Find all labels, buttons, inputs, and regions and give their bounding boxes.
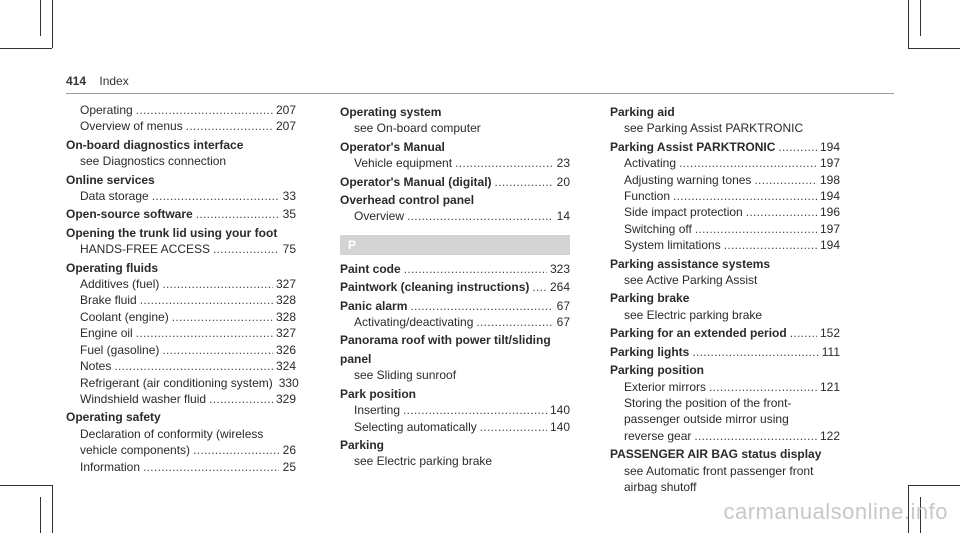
index-entry (610, 290, 840, 306)
entry-text: Side impact protection (624, 205, 743, 220)
entry-text: see Sliding sunroof (354, 368, 457, 383)
index-column-3 (610, 102, 840, 495)
entry-text: see Diagnostics connection (80, 154, 227, 169)
page-title: Index (99, 74, 129, 88)
index-entry (340, 192, 570, 208)
index-subentry[interactable] (610, 204, 840, 220)
page-reference[interactable]: 67 (556, 298, 570, 313)
index-column-2 (340, 102, 570, 470)
dot-leader (679, 155, 817, 171)
entry-text: Data storage (80, 189, 149, 204)
entry-text: Parking (340, 437, 385, 452)
index-subentry (610, 463, 840, 479)
page-reference[interactable]: 330 (278, 375, 299, 390)
dot-leader (532, 279, 547, 295)
page-reference[interactable]: 207 (275, 119, 296, 134)
entry-text: Storing the position of the front- (624, 395, 792, 410)
section-letter-bar: P (340, 235, 570, 255)
index-subentry[interactable] (66, 118, 296, 134)
dot-leader (455, 155, 553, 171)
page-reference[interactable]: 198 (819, 172, 840, 187)
dot-leader (694, 428, 817, 444)
entry-text: Parking aid (610, 105, 675, 119)
index-entry (340, 104, 570, 120)
page-number: 414 (66, 74, 87, 88)
page-reference[interactable]: 327 (275, 277, 296, 292)
dot-leader (673, 188, 817, 204)
entry-text: Brake fluid (80, 293, 137, 308)
dot-leader (778, 139, 817, 155)
index-subentry[interactable] (610, 237, 840, 253)
dot-leader (404, 261, 547, 277)
entry-text: Activating/deactivating (354, 315, 474, 330)
entry-text: Function (624, 189, 671, 204)
index-entry[interactable] (340, 261, 570, 277)
index-subentry (340, 453, 570, 469)
page-reference[interactable]: 67 (556, 315, 570, 330)
index-subentry[interactable] (66, 309, 296, 325)
entry-text: Vehicle equipment (354, 156, 453, 171)
index-subentry (66, 426, 296, 442)
entry-text: Refrigerant (air conditioning system) (80, 375, 273, 390)
entry-text: Panorama roof with power tilt/sliding (340, 333, 551, 348)
entry-text: Overview (354, 209, 405, 224)
entry-text: HANDS-FREE ACCESS (80, 242, 211, 257)
entry-text: Declaration of conformity (wireless (80, 426, 264, 441)
entry-text: Inserting (354, 403, 401, 418)
index-subentry[interactable] (340, 314, 570, 330)
dot-leader (186, 118, 273, 134)
index-entry (340, 139, 570, 155)
dot-leader (724, 237, 817, 253)
crop-mark (52, 485, 53, 533)
crop-mark (908, 485, 960, 486)
index-subentry[interactable] (66, 188, 296, 204)
entry-text: Parking for an extended period (610, 326, 787, 341)
page-reference[interactable]: 324 (275, 359, 296, 374)
index-subentry (66, 153, 296, 169)
entry-text: Operating fluids (66, 260, 159, 275)
index-entry (610, 446, 840, 462)
entry-text: Online services (66, 172, 155, 187)
entry-text: Parking lights (610, 344, 690, 359)
index-entry[interactable] (340, 174, 570, 190)
crop-mark (0, 48, 52, 49)
entry-text: System limitations (624, 238, 721, 253)
entry-text: Panic alarm (340, 298, 408, 313)
crop-mark (40, 497, 41, 533)
page-header (66, 74, 129, 88)
page-reference[interactable]: 111 (821, 344, 840, 359)
page-reference[interactable]: 197 (819, 156, 840, 171)
page-reference[interactable]: 328 (275, 309, 296, 324)
dot-leader (162, 276, 273, 292)
index-subentry[interactable] (66, 459, 296, 475)
entry-text: passenger outside mirror using (624, 412, 789, 427)
entry-text: Information (80, 459, 141, 474)
index-entry[interactable] (340, 279, 570, 295)
dot-leader (754, 172, 817, 188)
page-reference[interactable]: 25 (282, 459, 296, 474)
entry-text: airbag shutoff (624, 479, 697, 494)
index-entry[interactable] (610, 344, 840, 360)
entry-text: Paintwork (cleaning instructions) (340, 280, 530, 295)
entry-text: Opening the trunk lid using your foot (66, 225, 278, 240)
entry-text: Fuel (gasoline) (80, 342, 160, 357)
crop-mark (908, 48, 960, 49)
index-entry (66, 409, 296, 425)
entry-text: PASSENGER AIR BAG status display (610, 447, 822, 462)
dot-leader (476, 314, 553, 330)
index-subentry[interactable] (610, 379, 840, 395)
index-entry (610, 362, 840, 378)
page-reference[interactable]: 194 (819, 189, 840, 204)
index-subentry[interactable] (66, 102, 296, 118)
page-reference[interactable]: 75 (282, 242, 296, 257)
dot-leader (403, 402, 547, 418)
index-entry (610, 104, 840, 120)
entry-text: vehicle components) (80, 443, 191, 458)
dot-leader (410, 298, 553, 314)
index-entry (340, 386, 570, 402)
dot-leader (193, 442, 279, 458)
index-subentry[interactable] (66, 276, 296, 292)
index-subentry (610, 411, 840, 427)
index-subentry[interactable] (66, 241, 296, 257)
page-reference[interactable]: 140 (549, 419, 570, 434)
dot-leader (152, 188, 279, 204)
page-reference[interactable]: 329 (275, 391, 296, 406)
entry-text: Operating system (340, 105, 442, 119)
dot-leader (209, 391, 273, 407)
page-reference[interactable]: 122 (819, 428, 840, 443)
crop-mark (908, 0, 909, 48)
page-reference[interactable]: 121 (819, 379, 840, 394)
entry-text: Activating (624, 156, 677, 171)
entry-text: Overview of menus (80, 119, 183, 134)
entry-text: Selecting automatically (354, 419, 477, 434)
crop-mark (0, 485, 52, 486)
dot-leader (709, 379, 817, 395)
crop-mark (40, 0, 41, 36)
index-subentry[interactable] (610, 188, 840, 204)
entry-text: Switching off (624, 221, 692, 236)
page-reference[interactable]: 140 (549, 403, 570, 418)
page-reference[interactable]: 14 (556, 209, 570, 224)
index-subentry[interactable] (610, 172, 840, 188)
page-reference[interactable]: 26 (282, 443, 296, 458)
entry-text: Operating safety (66, 410, 161, 425)
index-subentry[interactable] (340, 155, 570, 171)
entry-text: Additives (fuel) (80, 277, 160, 292)
entry-text: Operator's Manual (340, 139, 445, 154)
index-column-1 (66, 102, 299, 475)
entry-text: Paint code (340, 261, 401, 276)
entry-text: see Electric parking brake (624, 307, 763, 322)
entry-text: see Electric parking brake (354, 454, 493, 469)
dot-leader (172, 309, 273, 325)
entry-text: see Active Parking Assist (624, 273, 758, 288)
index-subentry[interactable] (66, 391, 296, 407)
index-subentry (610, 272, 840, 288)
index-subentry (610, 307, 840, 323)
page-reference[interactable]: 33 (282, 189, 296, 204)
header-divider (66, 93, 894, 94)
crop-mark (52, 0, 53, 48)
index-subentry (610, 479, 840, 495)
index-entry[interactable] (610, 325, 840, 341)
index-entry (66, 137, 296, 153)
dot-leader (114, 358, 273, 374)
entry-text: Park position (340, 386, 417, 401)
index-subentry[interactable] (66, 358, 296, 374)
page-reference[interactable]: 197 (819, 221, 840, 236)
index-subentry[interactable] (340, 208, 570, 224)
index-subentry (610, 120, 840, 136)
page-reference[interactable]: 196 (819, 205, 840, 220)
dot-leader (196, 206, 279, 222)
dot-leader (140, 292, 273, 308)
index-subentry (340, 120, 570, 136)
entry-text: Open-source software (66, 207, 193, 222)
entry-text: Parking position (610, 363, 705, 378)
index-entry[interactable] (66, 206, 296, 222)
page-reference[interactable]: 323 (549, 261, 570, 276)
index-entry (340, 332, 570, 348)
index-subentry[interactable] (610, 428, 840, 444)
index-subentry[interactable] (340, 419, 570, 435)
entry-text: Overhead control panel (340, 193, 475, 208)
entry-text: Parking brake (610, 291, 690, 306)
dot-leader (495, 174, 553, 190)
page-reference[interactable]: 152 (819, 326, 840, 341)
entry-text: see On-board computer (354, 121, 481, 136)
dot-leader (695, 221, 817, 237)
entry-text: Operator's Manual (digital) (340, 174, 492, 189)
dot-leader (480, 419, 547, 435)
dot-leader (213, 241, 279, 257)
entry-text: panel (340, 351, 372, 366)
entry-text: see Parking Assist PARKTRONIC (624, 121, 804, 136)
page-reference[interactable]: 327 (275, 326, 296, 341)
page-reference[interactable]: 23 (556, 156, 570, 171)
entry-text: Notes (80, 359, 112, 374)
index-entry (610, 256, 840, 272)
page-reference[interactable]: 326 (275, 342, 296, 357)
entry-text: Coolant (engine) (80, 309, 169, 324)
dot-leader (790, 325, 817, 341)
page-reference[interactable]: 264 (549, 280, 570, 295)
dot-leader (692, 344, 818, 360)
page-reference[interactable]: 194 (819, 238, 840, 253)
index-entry[interactable] (610, 139, 840, 155)
page-reference[interactable]: 194 (819, 139, 840, 154)
dot-leader (143, 459, 279, 475)
index-entry (340, 437, 570, 453)
index-subentry[interactable] (66, 375, 299, 391)
entry-text: Adjusting warning tones (624, 172, 752, 187)
index-subentry[interactable] (66, 325, 296, 341)
index-subentry (340, 367, 570, 383)
entry-text: Windshield washer fluid (80, 391, 207, 406)
index-entry (340, 351, 570, 367)
dot-leader (407, 208, 553, 224)
entry-text: reverse gear (624, 428, 692, 443)
crop-mark (920, 0, 921, 36)
page-reference[interactable]: 328 (275, 293, 296, 308)
index-subentry[interactable] (340, 402, 570, 418)
entry-text: Engine oil (80, 326, 133, 341)
index-subentry[interactable] (610, 221, 840, 237)
index-subentry[interactable] (66, 292, 296, 308)
entry-text: Exterior mirrors (624, 379, 707, 394)
index-subentry (610, 395, 840, 411)
index-subentry[interactable] (66, 342, 296, 358)
page-reference[interactable]: 35 (282, 207, 296, 222)
index-entry[interactable] (340, 298, 570, 314)
entry-text: Operating (80, 103, 133, 117)
index-subentry[interactable] (610, 155, 840, 171)
entry-text: Parking assistance systems (610, 256, 771, 271)
dot-leader (136, 325, 273, 341)
index-entry (66, 260, 296, 276)
dot-leader (746, 204, 817, 220)
dot-leader (162, 342, 273, 358)
page-reference[interactable]: 207 (275, 103, 296, 117)
entry-text: On-board diagnostics interface (66, 137, 244, 152)
index-entry (66, 225, 296, 241)
entry-text: see Automatic front passenger front (624, 463, 814, 478)
index-subentry[interactable] (66, 442, 296, 458)
index-entry (66, 172, 296, 188)
entry-text: Parking Assist PARKTRONIC (610, 139, 776, 154)
dot-leader (136, 102, 273, 118)
watermark: carmanualsonline.info (723, 499, 948, 524)
page-reference[interactable]: 20 (556, 174, 570, 189)
